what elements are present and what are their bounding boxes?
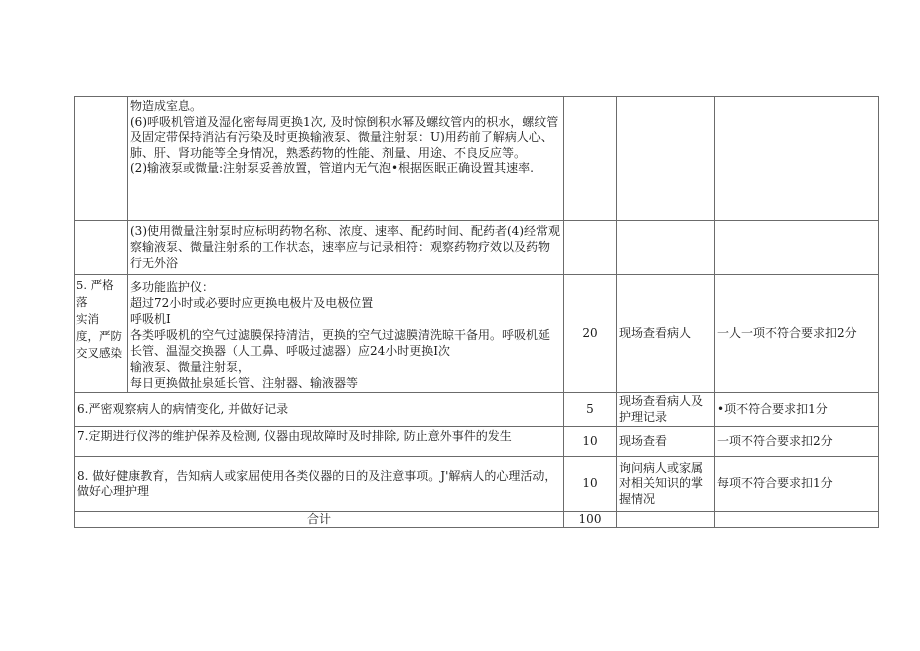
content-line: 长管、温湿交换器（人工鼻、呼吸过滤器）应24小时更换I次 <box>130 344 451 358</box>
deduct-cell: •项不符合要求扣1分 <box>715 393 879 427</box>
content-line: 8. 做好健康教育，告知病人或家屈使用各类仪器的日的及注意事项。J'解病人的心理活动， <box>77 468 557 483</box>
deduct-cell <box>715 512 879 528</box>
table-row <box>75 275 879 393</box>
content-line: 各类呼吸机的空气过滤膜保持清洁，更换的空气过滤膜清洗晾干备用。呼吸机延 <box>130 328 551 342</box>
total-label: 合计 <box>75 512 564 528</box>
method-cell <box>617 97 715 221</box>
content-cell <box>128 97 564 221</box>
content-cell <box>128 221 564 275</box>
content-line: 多功能监护仪： <box>130 280 215 294</box>
section-cell <box>75 275 128 393</box>
content-line: 察输液泵、微量注射系的工作状态，速率应与记录相符：观察药物疗效以及药物 <box>130 240 551 254</box>
content-cell <box>128 275 564 393</box>
table-row <box>75 393 879 427</box>
section-line: 5. 严格落 <box>76 278 114 309</box>
table-row <box>75 97 879 221</box>
deduct-cell: 一项不符合要求扣2分 <box>715 427 879 457</box>
method-cell: 现场查看 <box>617 427 715 457</box>
section-line: 度，严防 <box>76 329 122 343</box>
content-line: 及固定带保持消沾有污染及时更换输液泵、微量注射泵：U)用药前了解病人心、 <box>130 130 553 144</box>
score-cell: 10 <box>564 427 617 457</box>
method-cell: 询问病人或家属对相关知识的掌握情况 <box>617 457 715 512</box>
content-cell: 6.严密观察病人的病情变化, 并做好记录 <box>75 393 564 427</box>
score-cell: 20 <box>564 275 617 393</box>
score-cell: 5 <box>564 393 617 427</box>
content-line: 肺、肝、肾功能等全身情况，熟悉药物的性能、剂量、用途、不良反应等。 <box>130 145 527 160</box>
deduct-cell <box>715 221 879 275</box>
content-line: 物造成室息。 <box>130 99 203 113</box>
method-cell: 现场查看病人 <box>617 275 715 393</box>
section-line: 实消 <box>76 312 99 326</box>
table-row <box>75 457 879 512</box>
total-row <box>75 512 879 528</box>
deduct-cell: 每项不符合要求扣1分 <box>715 457 879 512</box>
content-line: 每日更换做扯泉延长管、注射器、输液器等 <box>130 376 359 390</box>
content-cell: 7.定期进行仪涔的维护保养及检测, 仪器由现故障时及时排除, 防止意外事件的发生 <box>75 427 564 457</box>
content-line: (6)呼吸机管道及湿化密每周更换1次, 及时惊倒积水幂及螺纹管内的枳水，螺纹管 <box>130 114 559 129</box>
content-line: 呼吸机I <box>130 312 171 326</box>
evaluation-table <box>74 96 879 528</box>
score-cell <box>564 97 617 221</box>
score-cell <box>564 221 617 275</box>
section-cell <box>75 221 128 275</box>
deduct-cell: 一人一项不符合要求扣2分 <box>715 275 879 393</box>
table-row <box>75 221 879 275</box>
total-score: 100 <box>564 512 617 528</box>
content-line: 输液泵、微量注射泵， <box>130 360 251 374</box>
section-line: 交叉感染 <box>76 346 122 360</box>
table-row <box>75 427 879 457</box>
section-cell <box>75 97 128 221</box>
content-line: (2)输液泵或微量:注射泵妥善放置，管道内无气泡•根据医眠正确设置其速率. <box>130 161 534 175</box>
method-cell: 现场查看病人及护理记录 <box>617 393 715 427</box>
content-line: (3)使用微量注射泵时应标明药物名称、浓度、速率、配药时间、配药者(4)经常观 <box>130 224 560 238</box>
content-line: 做好心理护理 <box>77 484 150 498</box>
content-cell <box>75 457 564 512</box>
deduct-cell <box>715 97 879 221</box>
score-cell: 10 <box>564 457 617 512</box>
method-cell <box>617 512 715 528</box>
content-line: 超过72小时或必要时应更换电极片及电极位置 <box>130 296 374 310</box>
method-cell <box>617 221 715 275</box>
content-line: 行无外浴 <box>130 256 179 270</box>
